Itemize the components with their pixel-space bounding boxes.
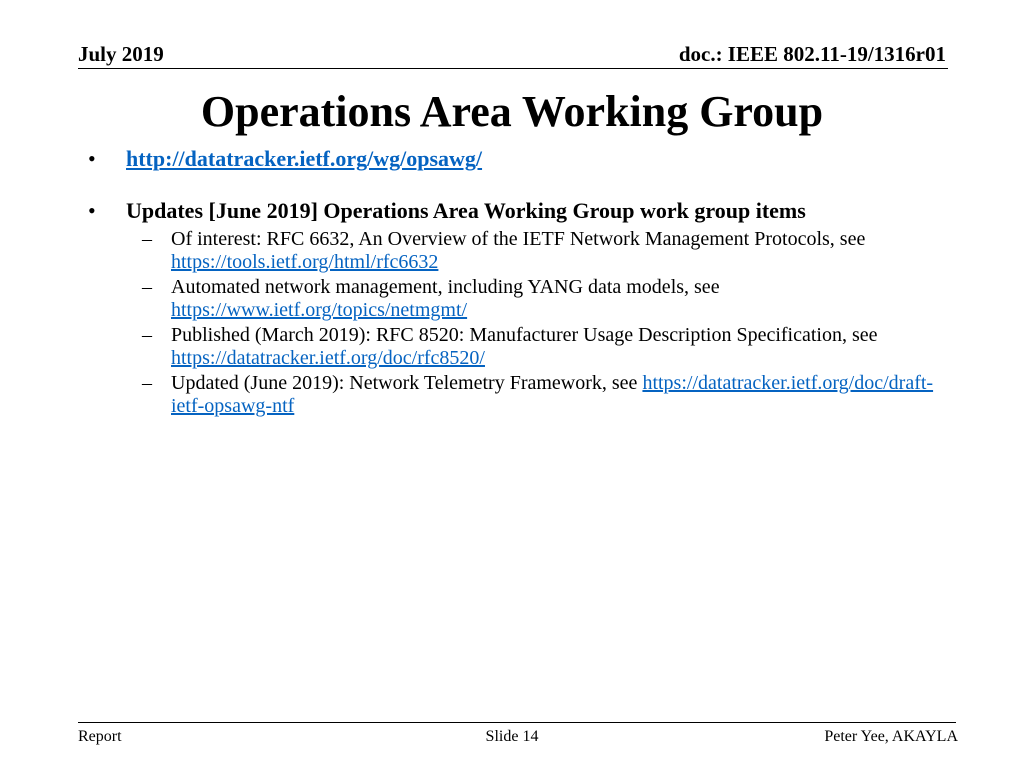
bullet-updates — [88, 196, 958, 226]
sub-item-text: Updated (June 2019): Network Telemetry Framework, see — [171, 372, 643, 394]
updates-heading: Updates [June 2019] Operations Area Working Group work group items — [126, 198, 806, 223]
dash-icon: – — [142, 324, 152, 346]
slide-title: Operations Area Working Group — [200, 87, 824, 136]
sub-item — [88, 276, 958, 322]
sub-item-text: Of interest: RFC 6632, An Overview of the IETF Network Management Protocols, see — [171, 228, 866, 250]
sub-item — [88, 228, 958, 274]
slide-body — [88, 144, 958, 418]
footer-author: Peter Yee, AKAYLA — [824, 728, 958, 745]
dash-icon: – — [142, 276, 152, 298]
bullet-dot-icon: • — [88, 198, 96, 223]
footer-slide-number: Slide 14 — [485, 728, 539, 745]
sub-item — [88, 324, 958, 370]
dash-icon: – — [142, 228, 152, 250]
header-divider — [78, 68, 948, 69]
netmgmt-link[interactable]: https://www.ietf.org/topics/netmgmt/ — [171, 299, 468, 321]
rfc6632-link[interactable]: https://tools.ietf.org/html/rfc6632 — [171, 251, 439, 273]
dash-icon: – — [142, 372, 152, 394]
opsawg-link[interactable]: http://datatracker.ietf.org/wg/opsawg/ — [126, 146, 483, 171]
footer-divider — [78, 722, 956, 723]
rfc8520-link[interactable]: https://datatracker.ietf.org/doc/rfc8520/ — [171, 347, 485, 369]
opsawg-ntf-link[interactable]: https://datatracker.ietf.org/doc/draft-ietf-opsawg-ntf — [171, 372, 934, 417]
sub-item-text: Published (March 2019): RFC 8520: Manufacturer Usage Description Specification, see — [171, 324, 878, 346]
header-date: July 2019 — [78, 42, 164, 66]
bullet-opsawg-link — [88, 144, 958, 174]
footer-report: Report — [78, 728, 122, 745]
bullet-dot-icon: • — [88, 146, 96, 171]
sub-item-text: Automated network management, including YANG data models, see — [171, 276, 720, 298]
header-doc-id: doc.: IEEE 802.11-19/1316r01 — [678, 42, 946, 66]
sub-item — [88, 372, 958, 418]
